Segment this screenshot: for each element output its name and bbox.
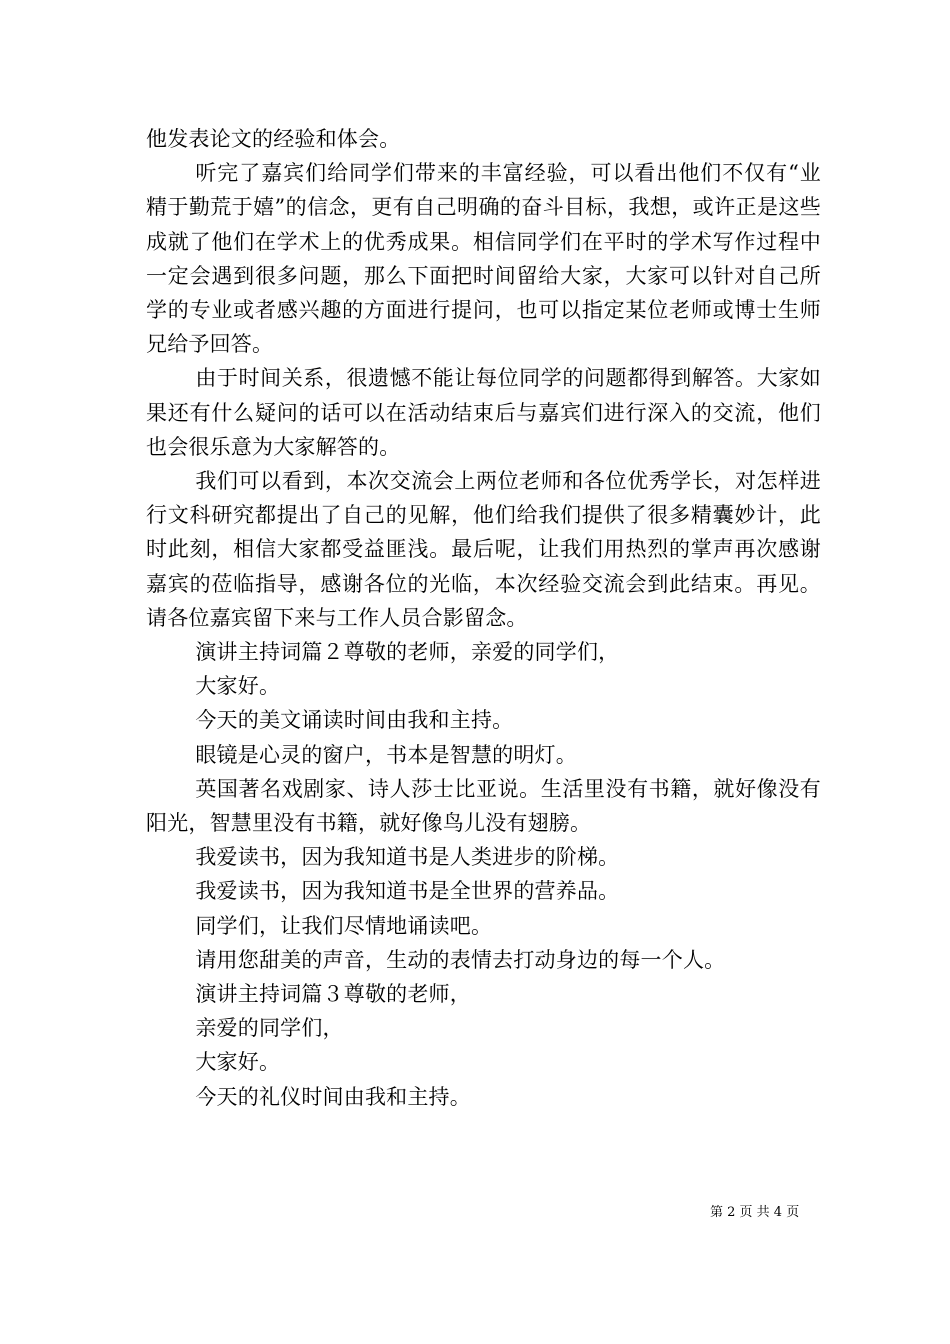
paragraph: 今天的美文诵读时间由我和主持。 [195,708,514,733]
paragraph: 请用您甜美的声音，生动的表情去打动身边的每一个人。 [195,947,726,972]
paragraph: 英国著名戏剧家、诗人莎士比亚说。生活里没有书籍，就好像没有阳光，智慧里没有书籍，就好像鸟儿没有翅膀。 [146,776,821,836]
paragraph: 大家好。 [195,1050,281,1075]
paragraph: 我爱读书，因为我知道书是人类进步的阶梯。 [195,845,620,870]
paragraph: 眼镜是心灵的窗户，书本是智慧的明灯。 [195,742,577,767]
paragraph: 听完了嘉宾们给同学们带来的丰富经验，可以看出他们不仅有“业精于勤荒于嬉”的信念，更有自己明确的奋斗目标，我想，或许正是这些成就了他们在学术上的优秀成果。相信同学们在平时的学术写作过程中一定会遇到很多问题，那么下面把时间留给大家，大家可以针对自己所学的专业或者感兴趣的方面进行提问，也可以指定某位老师或博士生师兄给予回答。 [146,161,821,357]
paragraph: 由于时间关系，很遗憾不能让每位同学的问题都得到解答。大家如果还有什么疑问的话可以在活动结束后与嘉宾们进行深入的交流，他们也会很乐意为大家解答的。 [146,366,821,459]
paragraph: 我们可以看到，本次交流会上两位老师和各位优秀学长，对怎样进行文科研究都提出了自己的见解，他们给我们提供了很多精囊妙计，此时此刻，相信大家都受益匪浅。最后呢，让我们用热烈的掌声再次感谢嘉宾的莅临指导，感谢各位的光临，本次经验交流会到此结束。再见。请各位嘉宾留下来与工作人员合影留念。 [146,469,821,630]
paragraph: 同学们，让我们尽情地诵读吧。 [195,913,493,938]
document-body [146,122,821,1114]
paragraph: 亲爱的同学们， [195,1016,344,1041]
paragraph: 大家好。 [195,674,281,699]
section-heading-paragraph: 演讲主持词篇２尊敬的老师，亲爱的同学们， [195,640,620,665]
paragraph: 他发表论文的经验和体会。 [146,127,401,151]
paragraph: 我爱读书，因为我知道书是全世界的营养品。 [195,879,620,904]
section-heading-paragraph: 演讲主持词篇３尊敬的老师， [195,982,471,1007]
paragraph: 今天的礼仪时间由我和主持。 [195,1084,471,1109]
page-number-footer: 第 2 页 共 4 页 [710,1205,800,1220]
